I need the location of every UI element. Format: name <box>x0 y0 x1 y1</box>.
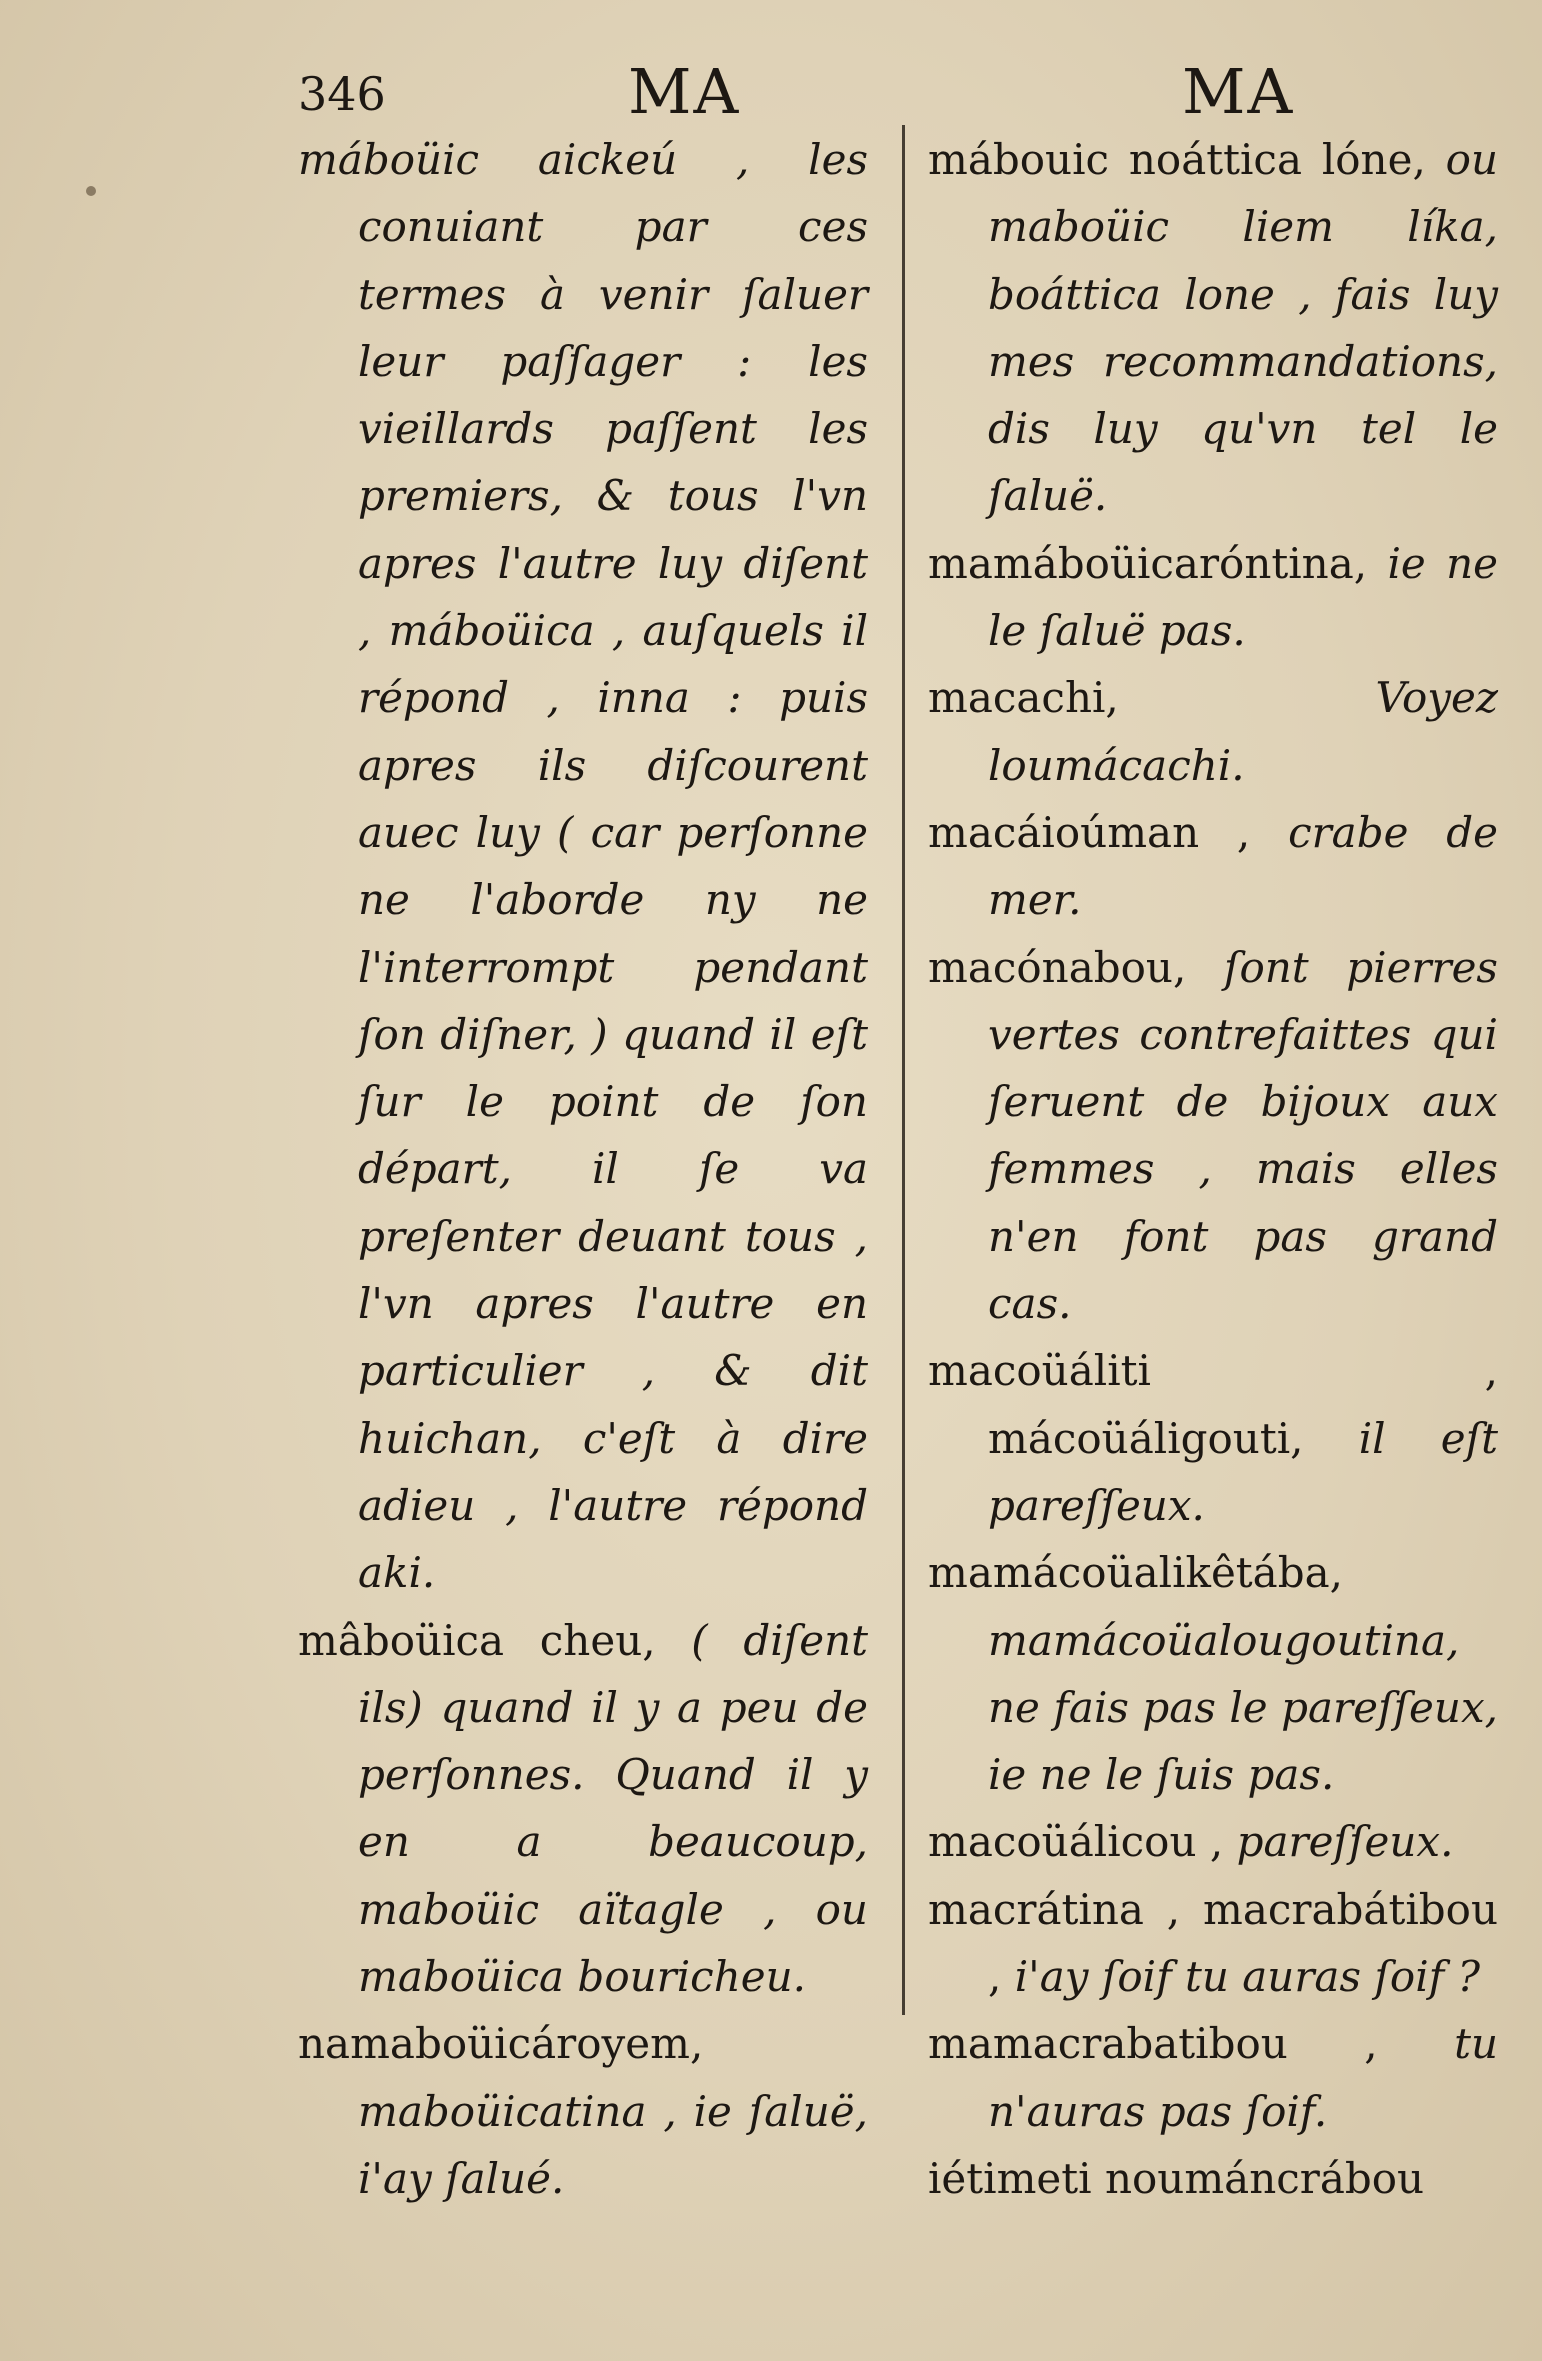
entry-headword: mâboüica cheu, <box>298 1615 656 1665</box>
dictionary-entry <box>928 530 1498 665</box>
entry-headword: iétimeti noumáncrábou <box>928 2153 1425 2203</box>
entry-body: crabe de mer. <box>988 807 1498 925</box>
dictionary-entry <box>928 799 1498 934</box>
entry-body: ſont pierres vertes contrefaittes qui ſeruent de bijoux aux femmes , mais elles n'en font pas grand cas. <box>988 942 1498 1329</box>
entry-headword: mamacrabatibou , <box>928 2019 1378 2069</box>
entry-headword: macáioúman , <box>928 807 1251 857</box>
dictionary-entry <box>928 1808 1498 1875</box>
entry-headword: mamácoüalikêtába, <box>928 1548 1343 1598</box>
entry-body: máboüic aickeú , les conuiant par ces termes à venir ſaluer leur paſſager : les vieillards paſſent les premiers, & tous l'vn apres l'autre luy diſent , máboüica , auſquels il répond , inna : puis apres ils diſcourent auec luy ( car perſonne ne l'aborde ny ne l'interrompt pendant ſon diſner, ) quand il eſt ſur le point de ſon départ, il ſe va preſenter deuant tous , l'vn apres l'autre en particulier , & dit huichan, c'eſt à dire adieu , l'autre répond aki. <box>298 135 868 1598</box>
dictionary-entry <box>298 1607 868 2011</box>
dictionary-entry <box>928 2010 1498 2145</box>
dictionary-entry <box>928 934 1498 1338</box>
paper-stain <box>86 186 96 196</box>
entry-headword: macachi, <box>928 673 1119 723</box>
entry-headword: macoüáliti , mácoüáligouti, <box>928 1346 1498 1463</box>
entry-body: mamácoüalougoutina, ne fais pas le pareſſeux, ie ne le ſuis pas. <box>988 1615 1498 1800</box>
entry-headword: mábouic noáttica lóne, <box>928 135 1426 184</box>
column-rule <box>902 125 905 2015</box>
entry-body: ( diſent ils) quand il y a peu de perſonnes. Quand il y en a beaucoup, maboüic aïtagle , ou maboüica bouricheu. <box>358 1615 868 2002</box>
dictionary-entry <box>928 1337 1498 1539</box>
entry-body: tu n'auras pas ſoif. <box>988 2019 1498 2136</box>
running-head <box>0 55 1542 135</box>
entry-headword: mamáboüicaróntina, <box>928 538 1368 588</box>
entry-body: Voyez loumácachi. <box>988 673 1498 790</box>
dictionary-entry <box>928 1539 1498 1808</box>
entry-body: ie ne le ſaluë pas. <box>988 538 1498 656</box>
dictionary-entry <box>298 126 868 1607</box>
entry-headword: namaboüicároyem, <box>298 2019 704 2069</box>
entry-body: maboüicatina , ie ſaluë, i'ay ſalué. <box>358 2086 868 2203</box>
entry-body: ou maboüic liem líka, boáttica lone , fais luy mes recommandations, dis luy qu'vn tel le ſaluë. <box>988 135 1498 521</box>
entry-headword: macónabou, <box>928 942 1187 992</box>
dictionary-entry <box>928 1876 1498 2011</box>
entry-headword: macrátina , macrabátibou , <box>928 1884 1498 2002</box>
running-head-left: MA <box>628 55 741 128</box>
page-number: 346 <box>298 67 386 121</box>
entry-body: il eſt pareſſeux. <box>988 1413 1498 1530</box>
dictionary-entry <box>928 126 1498 530</box>
left-column <box>298 126 868 2212</box>
running-head-right: MA <box>1182 55 1295 128</box>
dictionary-entry <box>928 664 1498 799</box>
entry-body: pareſſeux. <box>1236 1817 1454 1867</box>
dictionary-entry <box>298 2010 868 2212</box>
dictionary-entry <box>928 2145 1498 2212</box>
entry-headword: macoüálicou , <box>928 1817 1224 1867</box>
right-column <box>928 126 1498 2212</box>
entry-body: i'ay ſoif tu auras ſoif ? <box>1014 1952 1481 2002</box>
